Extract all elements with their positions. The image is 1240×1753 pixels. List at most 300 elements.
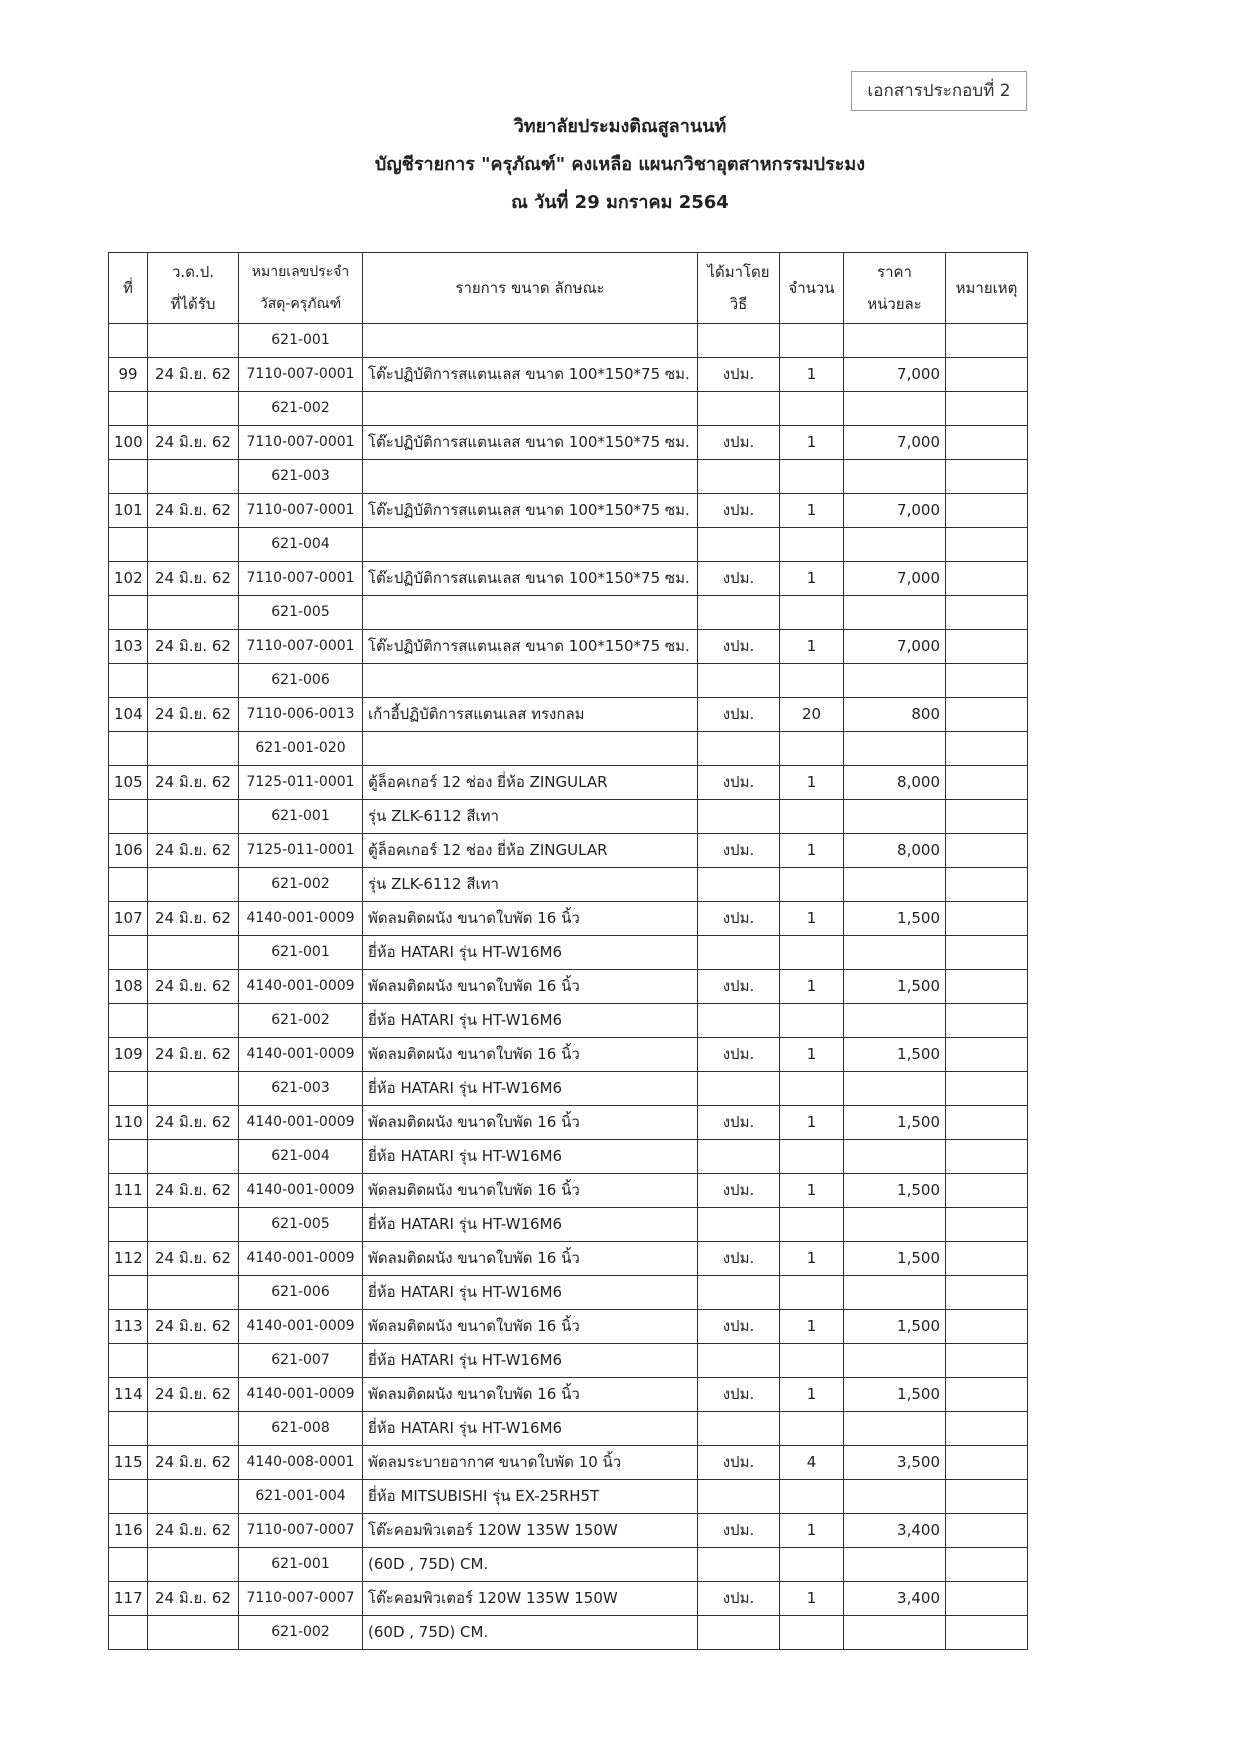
cell-unit-price: 3,500 [844,1446,946,1480]
cell-method [698,800,780,834]
cell-asset-code: 621-006 [239,664,363,698]
cell-quantity [780,1616,844,1650]
cell-quantity [780,1072,844,1106]
cell-quantity: 1 [780,494,844,528]
cell-no [109,1140,148,1174]
cell-no: 111 [109,1174,148,1208]
cell-description: ยี่ห้อ MITSUBISHI รุ่น EX-25RH5T [363,1480,698,1514]
cell-quantity: 1 [780,902,844,936]
cell-quantity [780,936,844,970]
cell-no: 99 [109,358,148,392]
cell-unit-price [844,1072,946,1106]
table-row [109,1004,1028,1038]
cell-unit-price: 8,000 [844,766,946,800]
cell-asset-code: 4140-001-0009 [239,1106,363,1140]
cell-date: 24 มิ.ย. 62 [148,1038,239,1072]
cell-remarks [946,596,1028,630]
cell-remarks [946,1208,1028,1242]
cell-date [148,1208,239,1242]
cell-asset-code: 4140-001-0009 [239,1242,363,1276]
cell-method [698,1616,780,1650]
cell-remarks [946,1140,1028,1174]
cell-method: งปม. [698,358,780,392]
cell-unit-price: 1,500 [844,1106,946,1140]
cell-date [148,1140,239,1174]
cell-description [363,324,698,358]
cell-no [109,1616,148,1650]
cell-unit-price [844,800,946,834]
cell-method [698,936,780,970]
table-row [109,1446,1028,1480]
college-name: วิทยาลัยประมงติณสูลานนท์ [513,116,727,137]
table-row [109,1072,1028,1106]
header-description: รายการ ขนาด ลักษณะ [363,253,698,324]
table-row [109,800,1028,834]
cell-method [698,460,780,494]
cell-asset-code: 7125-011-0001 [239,766,363,800]
cell-asset-code: 621-003 [239,1072,363,1106]
cell-no: 117 [109,1582,148,1616]
cell-no: 102 [109,562,148,596]
cell-date [148,1548,239,1582]
cell-unit-price [844,392,946,426]
cell-unit-price: 7,000 [844,630,946,664]
cell-unit-price [844,664,946,698]
cell-asset-code: 4140-001-0009 [239,970,363,1004]
cell-unit-price [844,868,946,902]
cell-method [698,528,780,562]
cell-no: 109 [109,1038,148,1072]
cell-method [698,732,780,766]
header-no: ที่ [109,253,148,324]
cell-remarks [946,1310,1028,1344]
cell-date [148,1276,239,1310]
cell-unit-price: 1,500 [844,1310,946,1344]
cell-quantity: 1 [780,1310,844,1344]
table-row [109,630,1028,664]
cell-date: 24 มิ.ย. 62 [148,1514,239,1548]
cell-no [109,800,148,834]
cell-description: ยี่ห้อ HATARI รุ่น HT-W16M6 [363,1208,698,1242]
table-row [109,1310,1028,1344]
document-title [0,108,1240,222]
cell-date [148,324,239,358]
cell-date [148,460,239,494]
table-header-row [109,253,1028,324]
cell-date [148,1412,239,1446]
cell-remarks [946,562,1028,596]
cell-date [148,1072,239,1106]
cell-no: 113 [109,1310,148,1344]
cell-description: ยี่ห้อ HATARI รุ่น HT-W16M6 [363,1412,698,1446]
cell-remarks [946,1004,1028,1038]
cell-asset-code: 621-004 [239,1140,363,1174]
cell-description: โต๊ะปฏิบัติการสแตนเลส ขนาด 100*150*75 ซม. [363,426,698,460]
cell-quantity [780,1548,844,1582]
cell-asset-code: 7110-006-0013 [239,698,363,732]
cell-quantity: 1 [780,1514,844,1548]
table-row [109,902,1028,936]
cell-unit-price [844,1140,946,1174]
cell-description: ตู้ล็อคเกอร์ 12 ช่อง ยี่ห้อ ZINGULAR [363,766,698,800]
cell-no: 108 [109,970,148,1004]
cell-no [109,528,148,562]
cell-description: พัดลมติดผนัง ขนาดใบพัด 16 นิ้ว [363,1310,698,1344]
cell-description: พัดลมติดผนัง ขนาดใบพัด 16 นิ้ว [363,1378,698,1412]
cell-description: พัดลมติดผนัง ขนาดใบพัด 16 นิ้ว [363,970,698,1004]
cell-method: งปม. [698,1378,780,1412]
cell-description: โต๊ะคอมพิวเตอร์ 120W 135W 150W [363,1514,698,1548]
cell-method [698,1072,780,1106]
cell-method: งปม. [698,1446,780,1480]
cell-remarks [946,528,1028,562]
cell-no: 107 [109,902,148,936]
cell-asset-code: 7110-007-0001 [239,630,363,664]
cell-date [148,1616,239,1650]
cell-method [698,1208,780,1242]
cell-unit-price: 1,500 [844,970,946,1004]
cell-method: งปม. [698,834,780,868]
cell-no [109,868,148,902]
table-row [109,732,1028,766]
cell-remarks [946,1582,1028,1616]
cell-quantity [780,1140,844,1174]
cell-description: ยี่ห้อ HATARI รุ่น HT-W16M6 [363,1140,698,1174]
table-row [109,392,1028,426]
cell-unit-price [844,1480,946,1514]
cell-asset-code: 7125-011-0001 [239,834,363,868]
cell-description: พัดลมติดผนัง ขนาดใบพัด 16 นิ้ว [363,1106,698,1140]
cell-description: (60D , 75D) CM. [363,1548,698,1582]
cell-unit-price: 3,400 [844,1582,946,1616]
cell-remarks [946,1106,1028,1140]
cell-date [148,1344,239,1378]
cell-date: 24 มิ.ย. 62 [148,494,239,528]
table-row [109,324,1028,358]
table-row [109,1140,1028,1174]
table-row [109,358,1028,392]
cell-description: รุ่น ZLK-6112 สีเทา [363,800,698,834]
table-row [109,1582,1028,1616]
cell-date: 24 มิ.ย. 62 [148,1242,239,1276]
cell-remarks [946,1038,1028,1072]
cell-description: พัดลมติดผนัง ขนาดใบพัด 16 นิ้ว [363,1038,698,1072]
cell-quantity [780,664,844,698]
cell-date: 24 มิ.ย. 62 [148,1106,239,1140]
cell-date: 24 มิ.ย. 62 [148,630,239,664]
cell-no: 104 [109,698,148,732]
cell-unit-price: 1,500 [844,1174,946,1208]
cell-no [109,732,148,766]
cell-remarks [946,834,1028,868]
cell-no [109,1412,148,1446]
cell-unit-price: 3,400 [844,1514,946,1548]
cell-date: 24 มิ.ย. 62 [148,1378,239,1412]
table-row [109,1208,1028,1242]
cell-quantity [780,1004,844,1038]
table-row [109,936,1028,970]
cell-quantity: 1 [780,562,844,596]
cell-asset-code: 621-006 [239,1276,363,1310]
cell-quantity: 1 [780,426,844,460]
cell-asset-code: 621-002 [239,392,363,426]
cell-no [109,1344,148,1378]
cell-unit-price [844,1004,946,1038]
cell-remarks [946,800,1028,834]
table-row [109,426,1028,460]
cell-asset-code: 621-001 [239,800,363,834]
cell-asset-code: 621-001-004 [239,1480,363,1514]
table-row [109,1038,1028,1072]
table-row [109,1548,1028,1582]
cell-remarks [946,324,1028,358]
cell-quantity: 1 [780,1038,844,1072]
cell-no [109,596,148,630]
table-row [109,664,1028,698]
cell-date: 24 มิ.ย. 62 [148,426,239,460]
table-row [109,1242,1028,1276]
table-row [109,1412,1028,1446]
cell-asset-code: 621-007 [239,1344,363,1378]
cell-asset-code: 621-001-020 [239,732,363,766]
table-row [109,460,1028,494]
cell-quantity [780,732,844,766]
cell-remarks [946,1072,1028,1106]
cell-method: งปม. [698,1174,780,1208]
cell-unit-price: 7,000 [844,562,946,596]
cell-remarks [946,1242,1028,1276]
cell-date: 24 มิ.ย. 62 [148,1310,239,1344]
header-unit-price: ราคา หน่วยละ [844,253,946,324]
cell-date: 24 มิ.ย. 62 [148,1582,239,1616]
cell-no [109,1004,148,1038]
cell-quantity [780,596,844,630]
cell-method [698,1004,780,1038]
cell-method [698,1344,780,1378]
attachment-badge: เอกสารประกอบที่ 2 [851,71,1027,111]
header-remarks: หมายเหตุ [946,253,1028,324]
cell-method: งปม. [698,766,780,800]
cell-no: 105 [109,766,148,800]
cell-description: ยี่ห้อ HATARI รุ่น HT-W16M6 [363,1276,698,1310]
cell-remarks [946,732,1028,766]
cell-description: พัดลมระบายอากาศ ขนาดใบพัด 10 นิ้ว [363,1446,698,1480]
cell-quantity: 20 [780,698,844,732]
cell-quantity [780,1480,844,1514]
cell-date: 24 มิ.ย. 62 [148,766,239,800]
table-row [109,1174,1028,1208]
cell-quantity [780,868,844,902]
cell-unit-price: 1,500 [844,1038,946,1072]
cell-unit-price [844,732,946,766]
cell-asset-code: 4140-008-0001 [239,1446,363,1480]
cell-asset-code: 621-004 [239,528,363,562]
cell-asset-code: 621-001 [239,1548,363,1582]
cell-asset-code: 621-008 [239,1412,363,1446]
cell-unit-price [844,460,946,494]
cell-no [109,392,148,426]
cell-date: 24 มิ.ย. 62 [148,970,239,1004]
cell-quantity [780,1208,844,1242]
cell-date [148,732,239,766]
cell-no: 103 [109,630,148,664]
cell-remarks [946,1344,1028,1378]
cell-quantity [780,460,844,494]
cell-method: งปม. [698,1310,780,1344]
cell-no: 114 [109,1378,148,1412]
cell-unit-price [844,936,946,970]
cell-no: 116 [109,1514,148,1548]
table-row [109,1514,1028,1548]
cell-method: งปม. [698,630,780,664]
cell-description: ยี่ห้อ HATARI รุ่น HT-W16M6 [363,936,698,970]
cell-no [109,1480,148,1514]
cell-no: 110 [109,1106,148,1140]
cell-date: 24 มิ.ย. 62 [148,562,239,596]
cell-description: โต๊ะปฏิบัติการสแตนเลส ขนาด 100*150*75 ซม. [363,562,698,596]
cell-date [148,1004,239,1038]
cell-asset-code: 4140-001-0009 [239,1310,363,1344]
cell-method: งปม. [698,562,780,596]
cell-remarks [946,460,1028,494]
cell-asset-code: 621-005 [239,596,363,630]
cell-description [363,392,698,426]
cell-no [109,1548,148,1582]
cell-description: พัดลมติดผนัง ขนาดใบพัด 16 นิ้ว [363,1174,698,1208]
cell-description: ตู้ล็อคเกอร์ 12 ช่อง ยี่ห้อ ZINGULAR [363,834,698,868]
cell-quantity: 1 [780,1106,844,1140]
cell-date [148,1480,239,1514]
cell-unit-price [844,1276,946,1310]
cell-date: 24 มิ.ย. 62 [148,358,239,392]
cell-description [363,732,698,766]
cell-description: เก้าอี้ปฏิบัติการสแตนเลส ทรงกลม [363,698,698,732]
cell-date: 24 มิ.ย. 62 [148,902,239,936]
cell-asset-code: 621-002 [239,1616,363,1650]
cell-no [109,1208,148,1242]
cell-asset-code: 7110-007-0001 [239,358,363,392]
cell-asset-code: 621-005 [239,1208,363,1242]
cell-asset-code: 7110-007-0001 [239,562,363,596]
inventory-heading: บัญชีรายการ "ครุภัณฑ์" คงเหลือ แผนกวิชาอุตสาหกรรมประมง [374,154,866,175]
cell-asset-code: 7110-007-0001 [239,494,363,528]
cell-remarks [946,392,1028,426]
cell-no [109,936,148,970]
cell-date: 24 มิ.ย. 62 [148,1174,239,1208]
cell-method: งปม. [698,1038,780,1072]
table-row [109,1276,1028,1310]
table-row [109,528,1028,562]
table-row [109,766,1028,800]
cell-remarks [946,1378,1028,1412]
table-row [109,970,1028,1004]
cell-quantity [780,800,844,834]
cell-unit-price: 800 [844,698,946,732]
cell-remarks [946,698,1028,732]
cell-remarks [946,358,1028,392]
cell-description: ยี่ห้อ HATARI รุ่น HT-W16M6 [363,1004,698,1038]
header-quantity: จำนวน [780,253,844,324]
cell-method [698,664,780,698]
cell-description [363,596,698,630]
cell-description [363,460,698,494]
header-code: หมายเลขประจำ วัสดุ-ครุภัณฑ์ [239,253,363,324]
table-row [109,1616,1028,1650]
cell-description: พัดลมติดผนัง ขนาดใบพัด 16 นิ้ว [363,1242,698,1276]
cell-unit-price [844,1412,946,1446]
cell-quantity: 1 [780,358,844,392]
cell-asset-code: 621-001 [239,324,363,358]
cell-no [109,664,148,698]
cell-no: 112 [109,1242,148,1276]
cell-method [698,1548,780,1582]
cell-unit-price [844,1208,946,1242]
cell-quantity [780,392,844,426]
cell-description: (60D , 75D) CM. [363,1616,698,1650]
cell-remarks [946,868,1028,902]
cell-remarks [946,766,1028,800]
cell-method: งปม. [698,1106,780,1140]
cell-quantity [780,528,844,562]
cell-description [363,664,698,698]
header-date: ว.ด.ป. ที่ได้รับ [148,253,239,324]
cell-date: 24 มิ.ย. 62 [148,698,239,732]
cell-description: พัดลมติดผนัง ขนาดใบพัด 16 นิ้ว [363,902,698,936]
cell-unit-price: 1,500 [844,902,946,936]
cell-quantity: 1 [780,834,844,868]
cell-method: งปม. [698,970,780,1004]
table-row [109,1344,1028,1378]
cell-quantity [780,1276,844,1310]
table-body [109,324,1028,1650]
cell-method [698,1140,780,1174]
cell-unit-price: 8,000 [844,834,946,868]
cell-remarks [946,1480,1028,1514]
cell-description: ยี่ห้อ HATARI รุ่น HT-W16M6 [363,1344,698,1378]
cell-remarks [946,1412,1028,1446]
cell-description: ยี่ห้อ HATARI รุ่น HT-W16M6 [363,1072,698,1106]
table-row [109,1106,1028,1140]
cell-method [698,1412,780,1446]
cell-remarks [946,1174,1028,1208]
cell-date [148,664,239,698]
cell-asset-code: 4140-001-0009 [239,1038,363,1072]
cell-asset-code: 621-002 [239,868,363,902]
cell-unit-price [844,596,946,630]
cell-quantity [780,324,844,358]
cell-unit-price: 7,000 [844,358,946,392]
cell-asset-code: 7110-007-0007 [239,1514,363,1548]
cell-unit-price: 1,500 [844,1242,946,1276]
cell-no [109,1276,148,1310]
cell-description: โต๊ะปฏิบัติการสแตนเลส ขนาด 100*150*75 ซม. [363,358,698,392]
cell-no: 106 [109,834,148,868]
as-of-date: ณ วันที่ 29 มกราคม 2564 [511,192,729,213]
table-row [109,834,1028,868]
cell-method [698,1480,780,1514]
cell-unit-price: 7,000 [844,426,946,460]
cell-description: โต๊ะคอมพิวเตอร์ 120W 135W 150W [363,1582,698,1616]
cell-remarks [946,902,1028,936]
cell-quantity: 4 [780,1446,844,1480]
cell-description: โต๊ะปฏิบัติการสแตนเลส ขนาด 100*150*75 ซม. [363,494,698,528]
cell-date [148,800,239,834]
table-row [109,1378,1028,1412]
cell-method [698,392,780,426]
cell-method: งปม. [698,426,780,460]
table-row [109,1480,1028,1514]
header-method: ได้มาโดย วิธี [698,253,780,324]
